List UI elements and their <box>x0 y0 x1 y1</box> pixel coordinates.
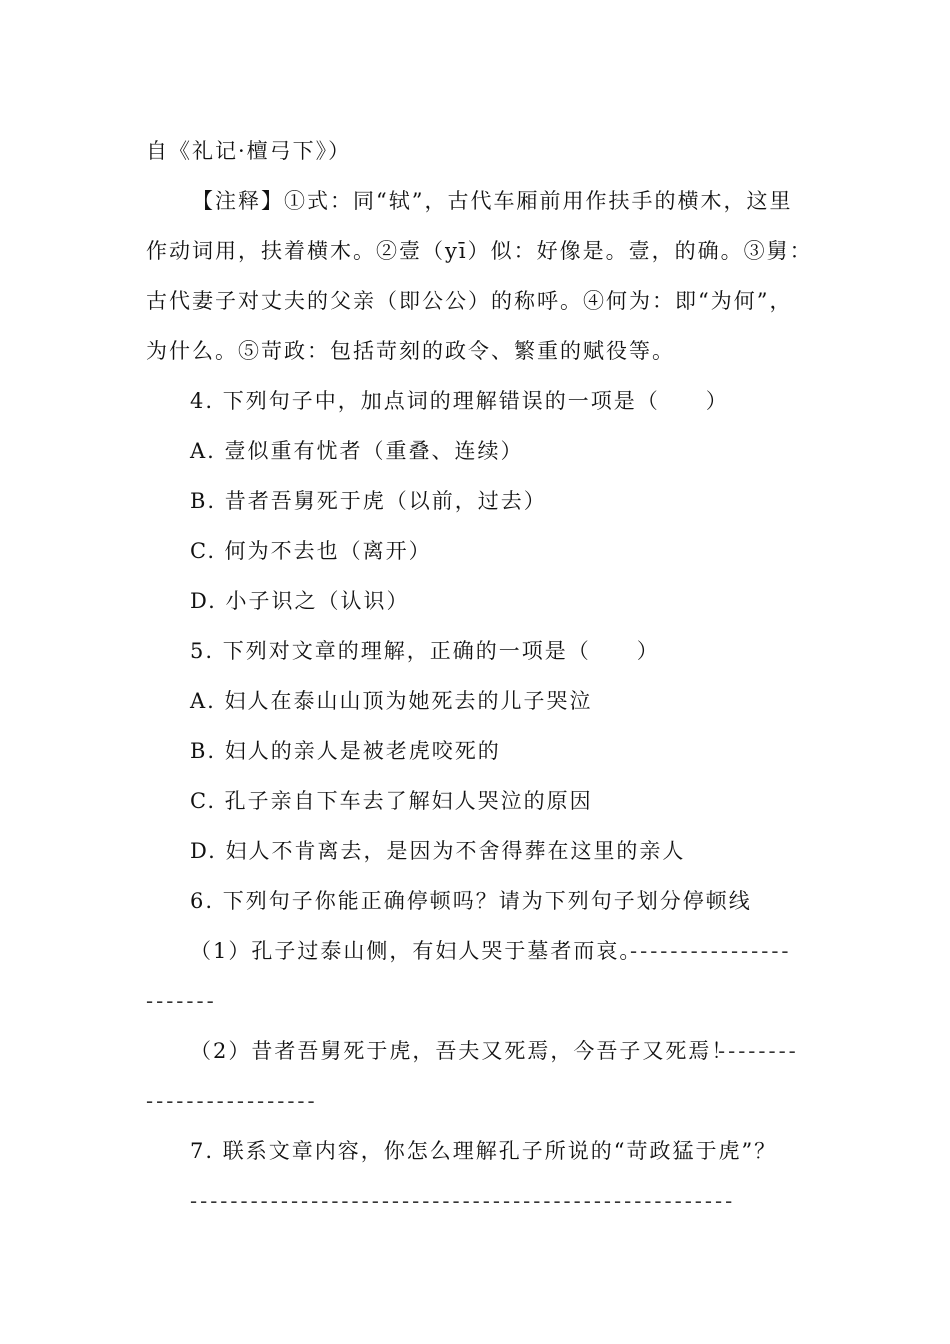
question-4: 4. 下列句子中，加点词的理解错误的一项是（ ） <box>190 389 729 413</box>
q6-item-1: （1）孔子过泰山侧，有妇人哭于墓者而哀。 <box>190 939 643 963</box>
annotation-line-4: 为什么。⑤苛政：包括苛刻的政令、繁重的赋役等。 <box>146 339 675 363</box>
q6-item-1-answer-blank[interactable]: ---------------- <box>630 939 792 963</box>
q4-option-a: A. 壹似重有忧者（重叠、连续） <box>190 439 524 463</box>
q5-option-a: A. 妇人在泰山山顶为她死去的儿子哭泣 <box>190 689 593 713</box>
annotation-line-1: 【注释】①式：同“轼”，古代车厢前用作扶手的横木，这里 <box>192 189 793 213</box>
q6-item-2-answer-blank-cont[interactable]: ----------------- <box>146 1089 318 1113</box>
question-5: 5. 下列对文章的理解，正确的一项是（ ） <box>190 639 660 663</box>
question-7: 7. 联系文章内容，你怎么理解孔子所说的“苛政猛于虎”？ <box>190 1139 778 1163</box>
q5-option-d: D. 妇人不肯离去，是因为不舍得葬在这里的亲人 <box>190 839 686 863</box>
q5-option-b: B. 妇人的亲人是被老虎咬死的 <box>190 739 501 763</box>
question-6: 6. 下列句子你能正确停顿吗？请为下列句子划分停顿线 <box>190 889 752 913</box>
q7-answer-blank[interactable]: ------------------------------------------------------ <box>190 1189 736 1213</box>
annotation-line-3: 古代妻子对丈夫的父亲（即公公）的称呼。④何为：即“为何”， <box>146 289 793 313</box>
q4-option-d: D. 小子识之（认识） <box>190 589 410 613</box>
q5-option-c: C. 孔子亲自下车去了解妇人哭泣的原因 <box>190 789 593 813</box>
source-line: 自《礼记·檀弓下》） <box>146 139 352 163</box>
q6-item-1-answer-blank-cont[interactable]: ------- <box>146 989 217 1013</box>
q6-item-2: （2）昔者吾舅死于虎，吾夫又死焉，今吾子又死焉！ <box>190 1039 735 1063</box>
annotation-line-2: 作动词用，扶着横木。②壹（yī）似：好像是。壹，的确。③舅： <box>146 239 813 263</box>
q4-option-c: C. 何为不去也（离开） <box>190 539 432 563</box>
q4-option-b: B. 昔者吾舅死于虎（以前，过去） <box>190 489 547 513</box>
q6-item-2-answer-blank[interactable]: -------- <box>718 1039 799 1063</box>
